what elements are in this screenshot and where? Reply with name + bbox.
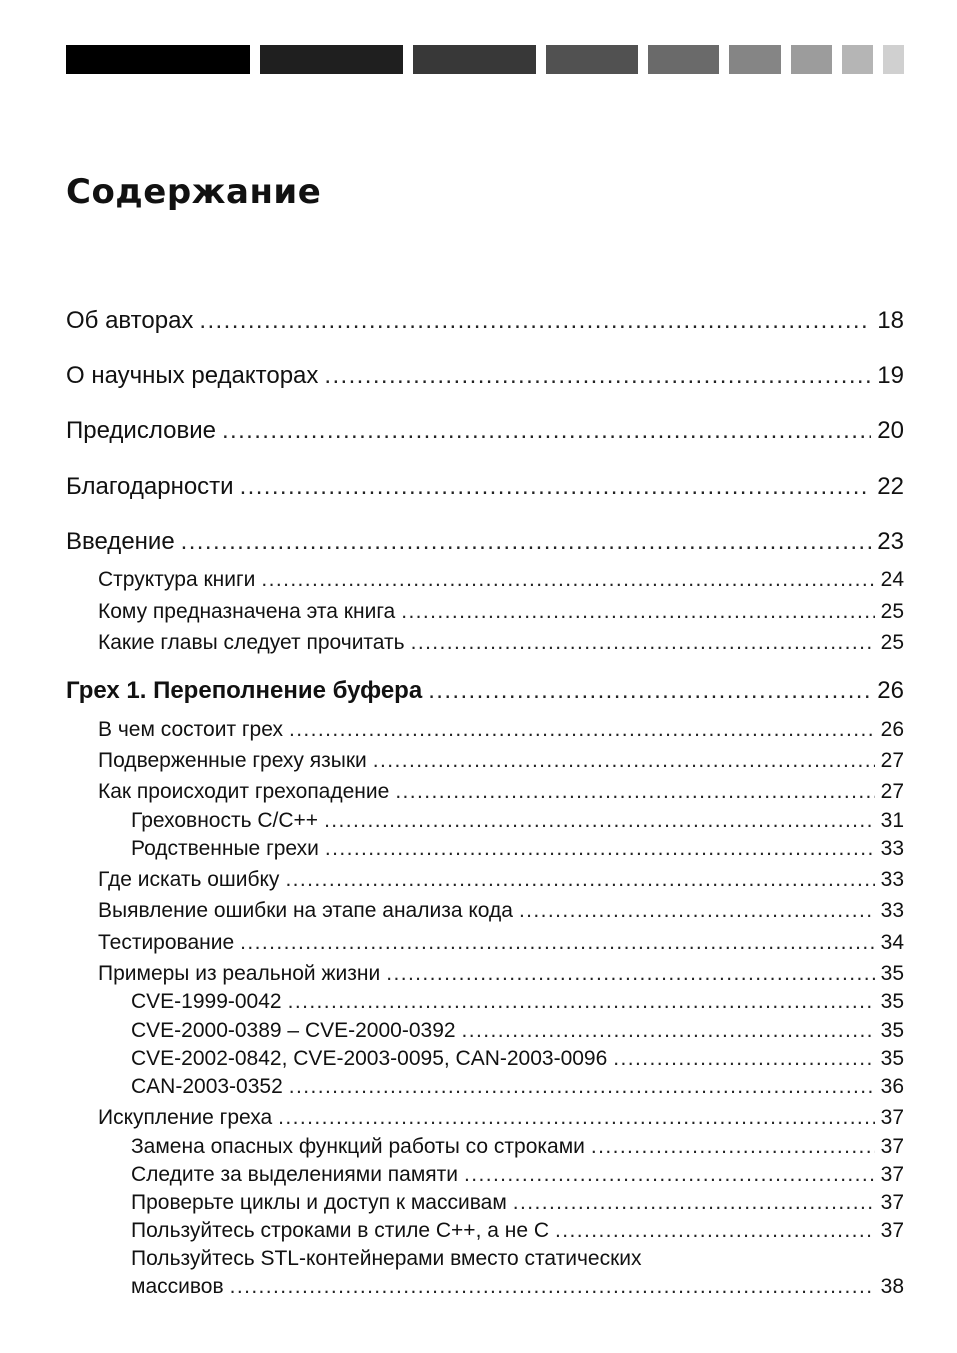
toc-page-number: 20 <box>877 417 904 444</box>
toc-entry[interactable] <box>98 899 904 923</box>
toc-leader-dots <box>613 1047 874 1071</box>
toc-entry[interactable] <box>98 749 904 773</box>
toc-leader-dots <box>285 868 874 892</box>
toc-entry-label-continuation: массивов <box>131 1275 224 1298</box>
toc-entry[interactable] <box>66 307 904 335</box>
toc-page-number: 36 <box>880 1075 904 1098</box>
toc-page-number: 34 <box>880 931 904 954</box>
toc-entry-label: В чем состоит грех <box>98 718 283 741</box>
toc-leader-dots <box>289 1075 875 1099</box>
toc-entry-label: Структура книги <box>98 568 256 591</box>
toc-entry[interactable] <box>98 718 904 742</box>
toc-leader-dots <box>325 837 875 861</box>
toc-leader-dots <box>462 1019 875 1043</box>
toc-entry-label: Кому предназначена эта книга <box>98 600 396 623</box>
toc-page-number: 26 <box>880 718 904 741</box>
toc-entry[interactable] <box>98 631 904 655</box>
toc-entry-label: Грех 1. Переполнение буфера <box>66 677 423 704</box>
toc-entry-label: Выявление ошибки на этапе анализа кода <box>98 899 513 922</box>
header-bar-1 <box>66 45 250 74</box>
toc-entry-label: Введение <box>66 528 175 555</box>
toc-entry-label: Греховность C/C++ <box>131 809 319 832</box>
toc-entry-label: О научных редакторах <box>66 362 319 389</box>
toc-page-number: 37 <box>880 1135 904 1158</box>
toc-entry-label: Об авторах <box>66 307 194 334</box>
toc-leader-dots <box>373 749 875 773</box>
toc-leader-dots <box>240 931 874 955</box>
toc-entry-label: Проверьте циклы и доступ к массивам <box>131 1191 507 1214</box>
toc-entry-label: Какие главы следует прочитать <box>98 631 405 654</box>
toc-entry[interactable] <box>98 600 904 624</box>
toc-leader-dots <box>401 600 874 624</box>
toc-leader-dots <box>411 631 875 655</box>
toc-entry[interactable] <box>131 1135 904 1159</box>
toc-entry[interactable] <box>131 1075 904 1099</box>
toc-page-number: 33 <box>880 837 904 860</box>
toc-entry[interactable] <box>131 1275 904 1299</box>
toc-entry-label: Где искать ошибку <box>98 868 280 891</box>
toc-entry[interactable] <box>131 990 904 1014</box>
toc-page-number: 24 <box>880 568 904 591</box>
toc-page-number: 25 <box>880 600 904 623</box>
toc-page-number: 35 <box>880 1019 904 1042</box>
toc-entry[interactable] <box>98 1106 904 1130</box>
toc-entry[interactable] <box>131 1019 904 1043</box>
toc-page-number: 33 <box>880 899 904 922</box>
toc-page-number: 37 <box>880 1163 904 1186</box>
toc-page-number: 35 <box>880 962 904 985</box>
toc-entry[interactable] <box>98 931 904 955</box>
toc-entry-label: Примеры из реальной жизни <box>98 962 381 985</box>
toc-entry[interactable] <box>131 1163 904 1187</box>
toc-entry[interactable] <box>131 837 904 861</box>
toc-entry[interactable] <box>98 780 904 804</box>
header-bar-2 <box>260 45 403 74</box>
toc-page-number: 23 <box>877 528 904 555</box>
toc-entry-label: Благодарности <box>66 473 234 500</box>
toc-leader-dots <box>591 1135 875 1159</box>
toc-entry-label: Пользуйтесь строками в стиле C++, а не C <box>131 1219 550 1242</box>
header-bar-8 <box>842 45 873 74</box>
toc-entry[interactable] <box>66 417 904 445</box>
toc-leader-dots <box>428 677 871 705</box>
toc-leader-dots <box>288 990 875 1014</box>
toc-entry-label: Тестирование <box>98 931 235 954</box>
toc-leader-dots <box>278 1106 874 1130</box>
toc-entry-label: CAN-2003-0352 <box>131 1075 283 1098</box>
toc-page-number: 38 <box>880 1275 904 1298</box>
toc-page-number: 37 <box>880 1106 904 1129</box>
toc-page-number: 35 <box>880 1047 904 1070</box>
toc-leader-dots <box>199 307 871 335</box>
toc-page-number: 18 <box>877 307 904 334</box>
toc-leader-dots <box>261 568 874 592</box>
toc-page-number: 27 <box>880 780 904 803</box>
header-bar-5 <box>648 45 719 74</box>
toc-entry-label: Следите за выделениями памяти <box>131 1163 458 1186</box>
toc-entry[interactable] <box>66 362 904 390</box>
toc-entry-label: Предисловие <box>66 417 216 444</box>
toc-leader-dots <box>240 473 872 501</box>
header-bar-3 <box>413 45 536 74</box>
toc-entry-label-line1[interactable]: Пользуйтесь STL-контейнерами вместо статических <box>131 1247 642 1270</box>
toc-entry[interactable] <box>98 868 904 892</box>
header-bar-6 <box>729 45 781 74</box>
toc-entry[interactable] <box>98 568 904 592</box>
toc-page-number: 37 <box>880 1219 904 1242</box>
toc-page-number: 26 <box>877 677 904 704</box>
toc-leader-dots <box>324 809 875 833</box>
header-bar-9 <box>883 45 904 74</box>
toc-entry[interactable] <box>66 473 904 501</box>
toc-leader-dots <box>222 417 871 445</box>
toc-page-number: 27 <box>880 749 904 772</box>
toc-entry[interactable] <box>131 1191 904 1215</box>
toc-entry-label: Замена опасных функций работы со строками <box>131 1135 585 1158</box>
toc-page-number: 33 <box>880 868 904 891</box>
toc-leader-dots <box>464 1163 875 1187</box>
toc-entry-label: CVE-1999-0042 <box>131 990 282 1013</box>
toc-entry-label: Искупление греха <box>98 1106 273 1129</box>
header-bar-7 <box>791 45 832 74</box>
toc-leader-dots <box>386 962 874 986</box>
toc-leader-dots <box>513 1191 875 1215</box>
header-gradient-bars <box>0 45 957 74</box>
toc-leader-dots <box>230 1275 875 1299</box>
toc-page-number: 31 <box>880 809 904 832</box>
toc-entry-label: CVE-2000-0389 – CVE-2000-0392 <box>131 1019 456 1042</box>
toc-chapter-entry[interactable] <box>66 677 904 705</box>
toc-entry[interactable] <box>131 1219 904 1243</box>
toc-page-number: 22 <box>877 473 904 500</box>
toc-entry[interactable] <box>66 528 904 556</box>
toc-leader-dots <box>395 780 874 804</box>
toc-leader-dots <box>181 528 872 556</box>
toc-page-number: 25 <box>880 631 904 654</box>
toc-entry-label: Подверженные греху языки <box>98 749 367 772</box>
toc-leader-dots <box>519 899 875 923</box>
toc-page-number: 37 <box>880 1191 904 1214</box>
toc-leader-dots <box>555 1219 875 1243</box>
page-title: Содержание <box>66 172 322 212</box>
toc-entry-label: CVE-2002-0842, CVE-2003-0095, CAN-2003-0096 <box>131 1047 608 1070</box>
toc-leader-dots <box>324 362 871 390</box>
toc-entry[interactable] <box>131 1047 904 1071</box>
toc-page-number: 35 <box>880 990 904 1013</box>
toc-entry[interactable] <box>98 962 904 986</box>
header-bar-4 <box>546 45 638 74</box>
toc-page-number: 19 <box>877 362 904 389</box>
toc-entry-label: Родственные грехи <box>131 837 319 860</box>
toc-entry-label: Как происходит грехопадение <box>98 780 390 803</box>
toc-leader-dots <box>289 718 875 742</box>
toc-entry[interactable] <box>131 809 904 833</box>
